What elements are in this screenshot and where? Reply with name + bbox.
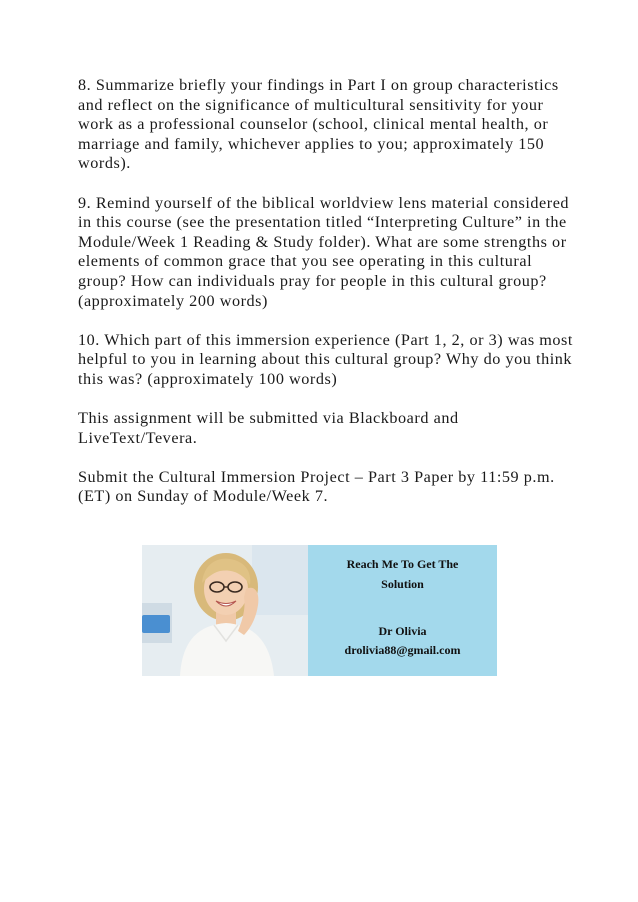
ad-headline-line-1: Reach Me To Get The bbox=[346, 557, 459, 571]
paragraph-question-8: 8. Summarize briefly your findings in Part I on group characteristics and reflect on the significance of multicultural sensitivity for your work as a professional counselor (school, clinical mental health, or marriage and family, whichever applies to you; approximately 150 words). bbox=[78, 76, 559, 173]
contact-info-panel bbox=[308, 545, 497, 676]
ad-headline-line-2: Solution bbox=[381, 577, 424, 591]
woman-portrait-illustration bbox=[142, 545, 308, 676]
contact-ad-banner bbox=[142, 545, 497, 676]
paragraph-question-10: 10. Which part of this immersion experience (Part 1, 2, or 3) was most helpful to you in learning about this cultural group? Why do you think this was? (approximately 100 words) bbox=[78, 330, 573, 388]
paragraph-submission-note: This assignment will be submitted via Blackboard and LiveText/Tevera. bbox=[78, 409, 459, 447]
contact-email: drolivia88@gmail.com bbox=[344, 643, 461, 657]
woman-with-glasses-photo bbox=[142, 545, 308, 676]
document-body bbox=[78, 76, 578, 507]
paragraph-deadline: Submit the Cultural Immersion Project – Part 3 Paper by 11:59 p.m. (ET) on Sunday of Module/Week 7. bbox=[78, 467, 555, 506]
paragraph-question-9: 9. Remind yourself of the biblical worldview lens material considered in this course (see the presentation titled “Interpreting Culture” in the Module/Week 1 Reading & Study folder). What are some strengths or elements of common grace that you see operating in this cultural group? How can individuals pray for people in this cultural group? (approximately 200 words) bbox=[78, 193, 570, 310]
contact-name: Dr Olivia bbox=[378, 624, 427, 638]
